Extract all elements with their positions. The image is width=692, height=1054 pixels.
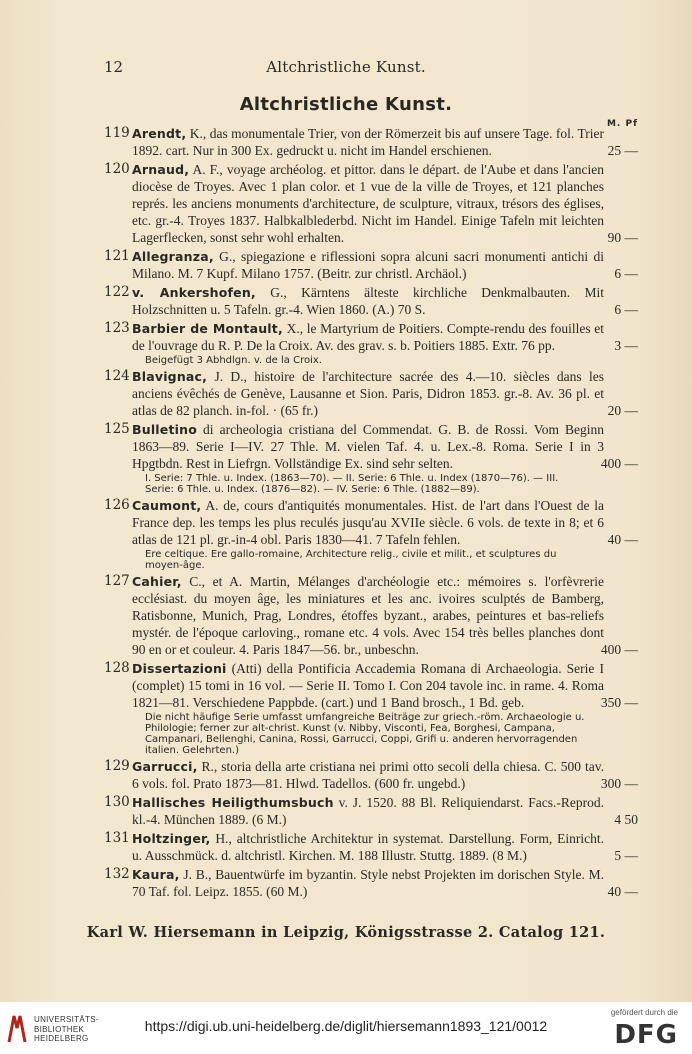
publisher-footer: Karl W. Hiersemann in Leipzig, Königsstrasse 2. Catalog 121. bbox=[86, 924, 606, 941]
entry-text: J. D., histoire de l'architecture sacrée des 4.—10. siècles dans les anciens évêchés de Genève, Lausanne et Sion. Paris, Didron 1853. gr.-8. Av. 36 pl. et atlas de 82 planch. in-fol. · (65 fr.) bbox=[132, 369, 604, 418]
entry-price: 6 — bbox=[614, 302, 638, 317]
entry-description bbox=[132, 320, 604, 354]
entry-note: I. Serie: 7 Thle. u. Index. (1863—70). — II. Serie: 6 Thle. u. Index (1870—76). — III. Serie: 6 Thle. u. Index. (1876—82). — IV. Serie: 6 Thle. (1882—89). bbox=[145, 473, 559, 495]
entry-text: A. F., voyage archéolog. et pittor. dans le départ. de l'Aube et dans l'ancien diocèse de Troyes. Avec 1 plan color. et 1 vue de la ville de Troyes, et 121 planches représ. les anciens monuments d'architecture, de sculpture, vitraux, trésors des églises, etc. gr.-4. Troyes 1837. Halbkalblederbd. Nicht im Handel. Einige Tafeln mit leichten Lagerflecken, sonst sehr wohl erhalten. bbox=[132, 162, 604, 245]
catalog-entry bbox=[0, 794, 692, 828]
entry-number: 129 bbox=[104, 758, 130, 774]
entry-author: Arendt, bbox=[132, 126, 187, 141]
entry-author: Kaura, bbox=[132, 867, 180, 882]
catalog-entry bbox=[0, 125, 692, 159]
entry-description bbox=[132, 421, 604, 472]
entry-author: Caumont, bbox=[132, 498, 202, 513]
library-name-line: BIBLIOTHEK bbox=[34, 1024, 85, 1034]
entry-description bbox=[132, 497, 604, 548]
funded-by-label: gefördert durch die bbox=[610, 1008, 678, 1017]
entry-author: Allegranza, bbox=[132, 249, 214, 264]
entry-number: 124 bbox=[104, 368, 130, 384]
entry-description bbox=[132, 830, 604, 864]
entry-price: 4 50 bbox=[614, 812, 638, 827]
catalog-entry bbox=[0, 497, 692, 571]
entry-price: 25 — bbox=[607, 143, 638, 158]
catalog-entry bbox=[0, 161, 692, 246]
entry-price: 6 — bbox=[614, 266, 638, 281]
entry-author: Holtzinger, bbox=[132, 831, 211, 846]
entry-price: 3 — bbox=[614, 338, 638, 353]
running-title: Altchristliche Kunst. bbox=[266, 58, 426, 76]
catalog-entry bbox=[0, 368, 692, 419]
entry-note: Beigefügt 3 Abhdlgn. v. de la Croix. bbox=[145, 355, 322, 366]
entry-number: 127 bbox=[104, 573, 130, 589]
entry-text: H., altchristliche Architektur in systemat. Darstellung. Form, Einricht. u. Ausschmück. d. altchristl. Kirchen. M. 188 Illustr. Stuttg. 1889. (8 M.) bbox=[132, 831, 604, 863]
page-number: 12 bbox=[104, 58, 124, 76]
entry-price: 40 — bbox=[607, 884, 638, 899]
entry-author: Hallisches Heiligthumsbuch bbox=[132, 795, 334, 810]
library-name-line: HEIDELBERG bbox=[34, 1034, 89, 1043]
running-head bbox=[0, 58, 692, 78]
entry-author: Garrucci, bbox=[132, 759, 198, 774]
entry-description bbox=[132, 758, 604, 792]
entry-description bbox=[132, 161, 604, 246]
entry-price: 350 — bbox=[600, 695, 638, 710]
entry-text: di archeologia cristiana del Commendat. G. B. de Rossi. Vom Beginn 1863—89. Serie I—IV. 27 Thle. M. vielen Taf. 4. u. Lex.-8. Roma. Serie I in 3 Hpgtbdn. Rest in Liefrgn. Vollständige Ex. sind sehr selten. bbox=[132, 422, 604, 471]
catalog-entry bbox=[0, 284, 692, 318]
entry-price: 300 — bbox=[600, 776, 638, 791]
entry-note: Ere celtique. Ere gallo-romaine, Architecture relig., civile et milit., et sculptures du moyen-âge. bbox=[145, 549, 557, 571]
catalog-entry bbox=[0, 758, 692, 792]
entry-author: Bulletino bbox=[132, 422, 198, 437]
dfg-logo: DFG bbox=[614, 1020, 678, 1050]
entry-description bbox=[132, 660, 604, 711]
entry-text: G., spiegazione e riflessioni sopra alcuni sacri monumenti antichi di Milano. M. 7 Kupf. Milano 1757. (Beitr. zur christl. Archäol.) bbox=[132, 249, 604, 281]
entry-number: 130 bbox=[104, 794, 130, 810]
entry-price: 400 — bbox=[600, 456, 638, 471]
catalog-entry bbox=[0, 248, 692, 282]
entry-number: 119 bbox=[104, 125, 130, 141]
entry-description bbox=[132, 284, 604, 318]
entry-description bbox=[132, 794, 604, 828]
entry-number: 121 bbox=[104, 248, 130, 264]
entry-price: 20 — bbox=[607, 403, 638, 418]
catalog-entry bbox=[0, 830, 692, 864]
entry-price: 5 — bbox=[614, 848, 638, 863]
entry-description bbox=[132, 573, 604, 658]
entry-author: v. Ankershofen, bbox=[132, 285, 256, 300]
entry-text: C., et A. Martin, Mélanges d'archéologie etc.: mémoires s. l'orfèvrerie ecclésiast. du moyen âge, les miniatures et les anc. ivoires sculptés de Bamberg, Ratisbonne, Munich, Prag, Londres, étoffes byzant., arabes, peintures et bas-reliefs mystér. de l'époque carloving., romane etc. 4 vols. Avec 154 très belles planches dont 90 en or et couleur. 4. Paris 1847—56. br., unbeschn. bbox=[132, 574, 604, 657]
entry-text: G., Kärntens älteste kirchliche Denkmalbauten. Mit Holzschnitten u. 5 Tafeln. gr.-4. Wien 1860. (A.) 70 S. bbox=[132, 285, 604, 317]
entry-note: Die nicht häufige Serie umfasst umfangreiche Beiträge zur griech.-röm. Archaeologie u. Philologie; ferner zur alt-christ. Kunst (v. Nibby, Visconti, Fea, Borghesi, Campana, Campanari, Bellenghi, Canina, Rossi, Garrucci, Coppi, Grifi u. anderen hervorragenden italien. Gelehrten.) bbox=[145, 712, 585, 756]
entry-text: (Atti) della Pontificia Accademia Romana di Archaeologia. Serie I (complet) 15 tomi in 16 vol. — Serie II. Tomo I. Con 204 tavole inc. in rame. 4. Roma 1821—81. Verschiedene Pappbde. (cart.) und 1 Band brosch., 1 Bd. geb. bbox=[132, 661, 604, 710]
entry-number: 126 bbox=[104, 497, 130, 513]
entry-description bbox=[132, 248, 604, 282]
entry-number: 131 bbox=[104, 830, 130, 846]
entry-number: 122 bbox=[104, 284, 130, 300]
entry-author: Blavignac, bbox=[132, 369, 208, 384]
catalog-entry bbox=[0, 866, 692, 900]
entry-number: 128 bbox=[104, 660, 130, 676]
catalog-entry bbox=[0, 573, 692, 658]
entry-price: 400 — bbox=[600, 642, 638, 657]
entry-number: 132 bbox=[104, 866, 130, 882]
entry-number: 120 bbox=[104, 161, 130, 177]
entry-text: X., le Martyrium de Poitiers. Compte-rendu des fouilles et de l'ouvrage du R. P. De la Croix. Av. des grav. s. b. Poitiers 1885. Extr. 76 pp. bbox=[132, 321, 605, 353]
entry-text: J. B., Bauentwürfe im byzantin. Style nebst Projekten im dorischen Style. M. 70 Taf. fol. Leipz. 1855. (60 M.) bbox=[132, 867, 604, 899]
section-title: Altchristliche Kunst. bbox=[239, 94, 453, 115]
entry-description bbox=[132, 866, 604, 900]
entry-description bbox=[132, 125, 604, 159]
entry-author: Barbier de Montault, bbox=[132, 321, 283, 336]
entry-number: 125 bbox=[104, 421, 130, 437]
entry-text: v. J. 1520. 88 Bl. Reliquiendarst. Facs.-Reprod. kl.-4. München 1889. (6 M.) bbox=[132, 795, 604, 827]
entry-text: A. de, cours d'antiquités monumentales. Hist. de l'art dans l'Ouest de la France dep. les temps les plus reculés jusqu'au XVIIe siècle. 6 vols. de texte in 8; et 6 atlas de 121 pl. gr.-in-4 obl. Paris 1830—41. 7 Tafeln fehlen. bbox=[132, 498, 604, 547]
entry-author: Cahier, bbox=[132, 574, 182, 589]
catalog-entry bbox=[0, 660, 692, 756]
library-name-line: UNIVERSITÄTS- bbox=[34, 1015, 99, 1024]
entry-number: 123 bbox=[104, 320, 130, 336]
entry-text: K., das monumentale Trier, von der Römerzeit bis auf unsere Tage. fol. Trier 1892. cart. Nur in 300 Ex. gedruckt u. nicht im Handel erschienen. bbox=[132, 126, 604, 158]
catalog-entry bbox=[0, 421, 692, 495]
entry-description bbox=[132, 368, 604, 419]
entry-price: 90 — bbox=[607, 230, 638, 245]
entry-price: 40 — bbox=[607, 532, 638, 547]
catalog-entry bbox=[0, 320, 692, 366]
catalog-entries bbox=[0, 125, 692, 902]
document-url-link[interactable]: https://digi.ub.uni-heidelberg.de/diglit/hiersemann1893_121/0012 bbox=[144, 1018, 548, 1034]
viewer-bar bbox=[0, 1002, 692, 1054]
entry-author: Dissertazioni bbox=[132, 661, 227, 676]
currency-header: M. Pf bbox=[606, 119, 638, 129]
entry-text: R., storia della arte cristiana nei primi otto secoli della chiesa. C. 500 tav. 6 vols. fol. Prato 1873—81. Hlwd. Tadellos. (600 fr. ungebd.) bbox=[132, 759, 604, 791]
entry-author: Arnaud, bbox=[132, 162, 190, 177]
